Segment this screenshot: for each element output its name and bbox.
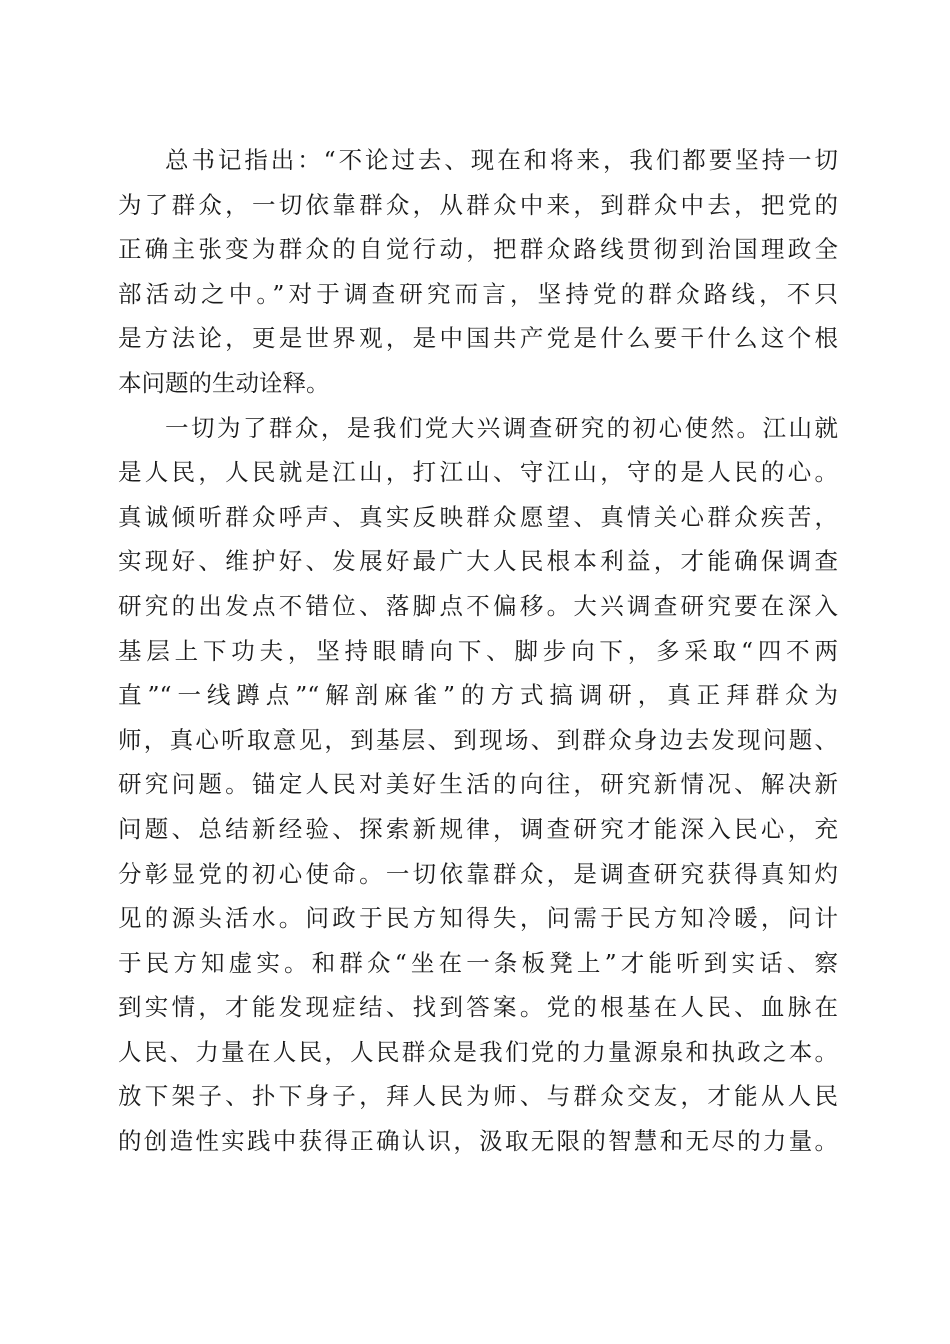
text-line: 见的源头活水。问政于民方知得失，问需于民方知冷暖，问计 [118, 904, 838, 933]
text-line: 为了群众，一切依靠群众，从群众中来，到群众中去，把党的 [118, 190, 838, 219]
text-line: 真诚倾听群众呼声、真实反映群众愿望、真情关心群众疾苦， [118, 502, 838, 531]
text-line: 到实情，才能发现症结、找到答案。党的根基在人民、血脉在 [118, 993, 838, 1022]
text-line: 于民方知虚实。和群众“坐在一条板凳上”才能听到实话、察 [118, 948, 838, 977]
paragraph-1 [118, 138, 838, 406]
text-line: 总书记指出：“不论过去、现在和将来，我们都要坚持一切 [165, 146, 838, 174]
text-line: 部活动之中。”对于调查研究而言，坚持党的群众路线，不只 [118, 279, 838, 308]
text-line: 直”“一线蹲点”“解剖麻雀”的方式搞调研，真正拜群众为 [118, 681, 838, 710]
text-line: 研究问题。锚定人民对美好生活的向往，研究新情况、解决新 [118, 770, 838, 799]
text-line: 正确主张变为群众的自觉行动，把群众路线贯彻到治国理政全 [118, 235, 838, 264]
text-line: 放下架子、扑下身子，拜人民为师、与群众交友，才能从人民 [118, 1082, 838, 1111]
text-line: 人民、力量在人民，人民群众是我们党的力量源泉和执政之本。 [118, 1037, 838, 1066]
body-text [118, 138, 838, 1164]
text-line: 实现好、维护好、发展好最广大人民根本利益，才能确保调查 [118, 547, 838, 576]
text-line: 师，真心听取意见，到基层、到现场、到群众身边去发现问题、 [118, 725, 838, 754]
paragraph-2 [118, 406, 838, 1164]
text-line: 问题、总结新经验、探索新规律，调查研究才能深入民心，充 [118, 814, 838, 843]
text-line: 是方法论，更是世界观，是中国共产党是什么要干什么这个根 [118, 324, 838, 353]
text-line: 分彰显党的初心使命。一切依靠群众，是调查研究获得真知灼 [118, 859, 838, 888]
text-line: 研究的出发点不错位、落脚点不偏移。大兴调查研究要在深入 [118, 591, 838, 620]
text-line: 是人民，人民就是江山，打江山、守江山，守的是人民的心。 [118, 458, 838, 487]
text-line: 基层上下功夫，坚持眼睛向下、脚步向下，多采取“四不两 [118, 636, 838, 665]
text-line: 一切为了群众，是我们党大兴调查研究的初心使然。江山就 [165, 413, 838, 442]
text-line: 本问题的生动诠释。 [118, 368, 330, 397]
text-line: 的创造性实践中获得正确认识，汲取无限的智慧和无尽的力量。 [118, 1127, 838, 1156]
